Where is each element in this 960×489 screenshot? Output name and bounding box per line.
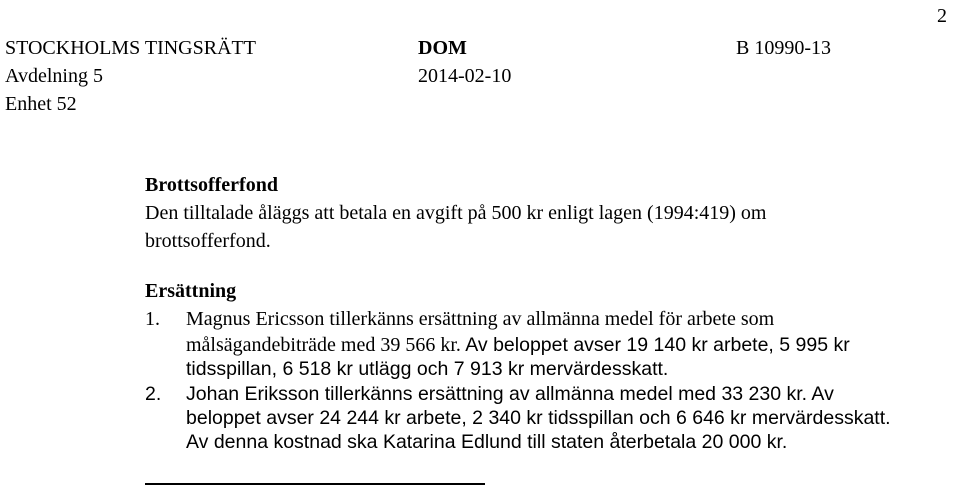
case-number: B 10990-13: [736, 37, 831, 59]
item-1-line-3: tidsspillan, 6 518 kr utlägg och 7 913 kr mervärdesskatt.: [186, 358, 669, 380]
item-1-line-2-serif: målsägandebiträde med 39 566 kr.: [186, 334, 461, 356]
section-heading-brottsofferfond: Brottsofferfond: [145, 174, 278, 196]
item-1-line-2-sans: Av beloppet avser 19 140 kr arbete, 5 995 kr: [460, 334, 850, 356]
item-1-line-2: [186, 333, 850, 357]
division: Avdelning 5: [5, 65, 103, 87]
item-2-line-2: beloppet avser 24 244 kr arbete, 2 340 kr tidsspillan och 6 646 kr mervärdesskatt.: [186, 407, 891, 429]
brottsofferfond-text-line-2: brottsofferfond.: [145, 230, 271, 252]
page-number: 2: [937, 5, 947, 27]
document-type: DOM: [418, 37, 467, 59]
item-2-number: 2.: [145, 383, 162, 405]
item-2-line-3: Av denna kostnad ska Katarina Edlund till staten återbetala 20 000 kr.: [186, 431, 788, 453]
document-date: 2014-02-10: [418, 65, 512, 87]
item-1-line-1: Magnus Ericsson tillerkänns ersättning av allmänna medel för arbete som: [186, 308, 775, 330]
brottsofferfond-text-line-1: Den tilltalade åläggs att betala en avgift på 500 kr enligt lagen (1994:419) om: [145, 202, 767, 224]
unit: Enhet 52: [5, 93, 77, 115]
court-name: STOCKHOLMS TINGSRÄTT: [5, 37, 256, 59]
section-heading-ersattning: Ersättning: [145, 280, 237, 302]
item-1-number: 1.: [145, 308, 160, 330]
item-2-line-1: Johan Eriksson tillerkänns ersättning av allmänna medel med 33 230 kr. Av: [186, 383, 834, 405]
signature-rule: [145, 483, 485, 485]
